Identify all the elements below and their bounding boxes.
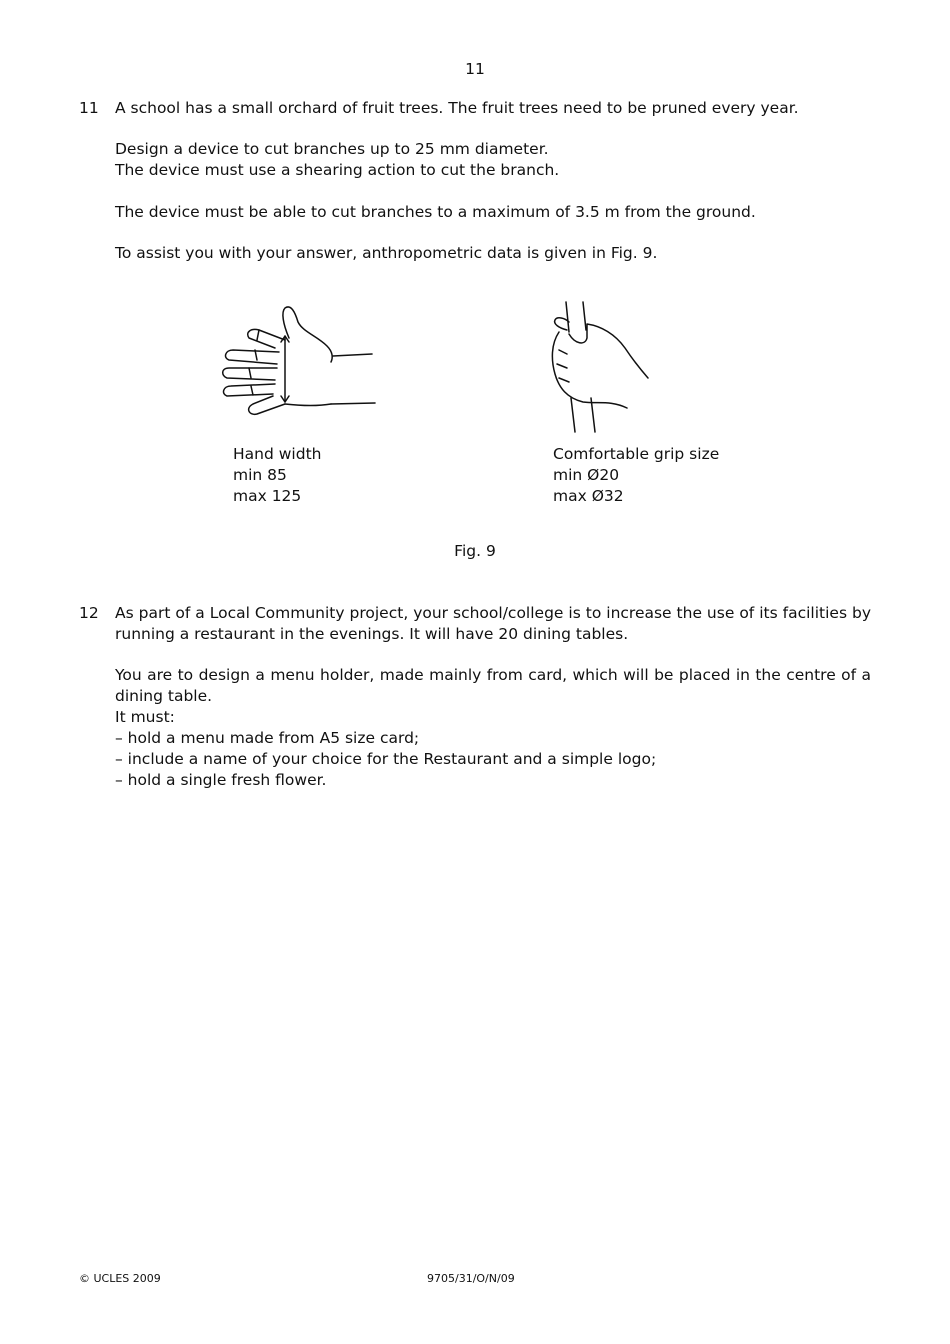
question-11-line-2: Design a device to cut branches up to 25 mm diameter. (115, 140, 549, 158)
question-11-line-4: The device must be able to cut branches to a maximum of 3.5 m from the ground. (115, 203, 756, 221)
question-11-line-3: The device must use a shearing action to cut the branch. (115, 161, 560, 179)
grip-illustration (545, 298, 655, 438)
grip-size-max: max Ø32 (553, 487, 624, 505)
question-12-bullet-3: – hold a single fresh flower. (115, 771, 327, 789)
question-12-paragraph-2: You are to design a menu holder, made mainly from card, which will be placed in the centre of a dining table. (115, 666, 871, 705)
grip-size-min: min Ø20 (553, 466, 620, 484)
hand-width-illustration (215, 300, 385, 425)
figure-caption: Fig. 9 (454, 542, 496, 560)
question-11-line-5: To assist you with your answer, anthropometric data is given in Fig. 9. (115, 244, 658, 262)
question-12-number: 12 (79, 604, 99, 622)
page-number: 11 (465, 60, 485, 78)
hand-width-min: min 85 (233, 466, 287, 484)
question-12-bullet-1: – hold a menu made from A5 size card; (115, 729, 420, 747)
footer-copyright: © UCLES 2009 (79, 1272, 161, 1285)
question-11-number: 11 (79, 99, 99, 117)
question-12-bullet-2: – include a name of your choice for the Restaurant and a simple logo; (115, 750, 657, 768)
footer-paper-code: 9705/31/O/N/09 (427, 1272, 515, 1285)
question-12-intro: It must: (115, 708, 175, 726)
question-11-line-1: A school has a small orchard of fruit trees. The fruit trees need to be pruned every year. (115, 99, 799, 117)
hand-width-max: max 125 (233, 487, 302, 505)
hand-width-label: Hand width (233, 445, 322, 463)
question-12-paragraph-1: As part of a Local Community project, your school/college is to increase the use of its facilities by running a restaurant in the evenings. It will have 20 dining tables. (115, 604, 871, 643)
grip-size-label: Comfortable grip size (553, 445, 720, 463)
